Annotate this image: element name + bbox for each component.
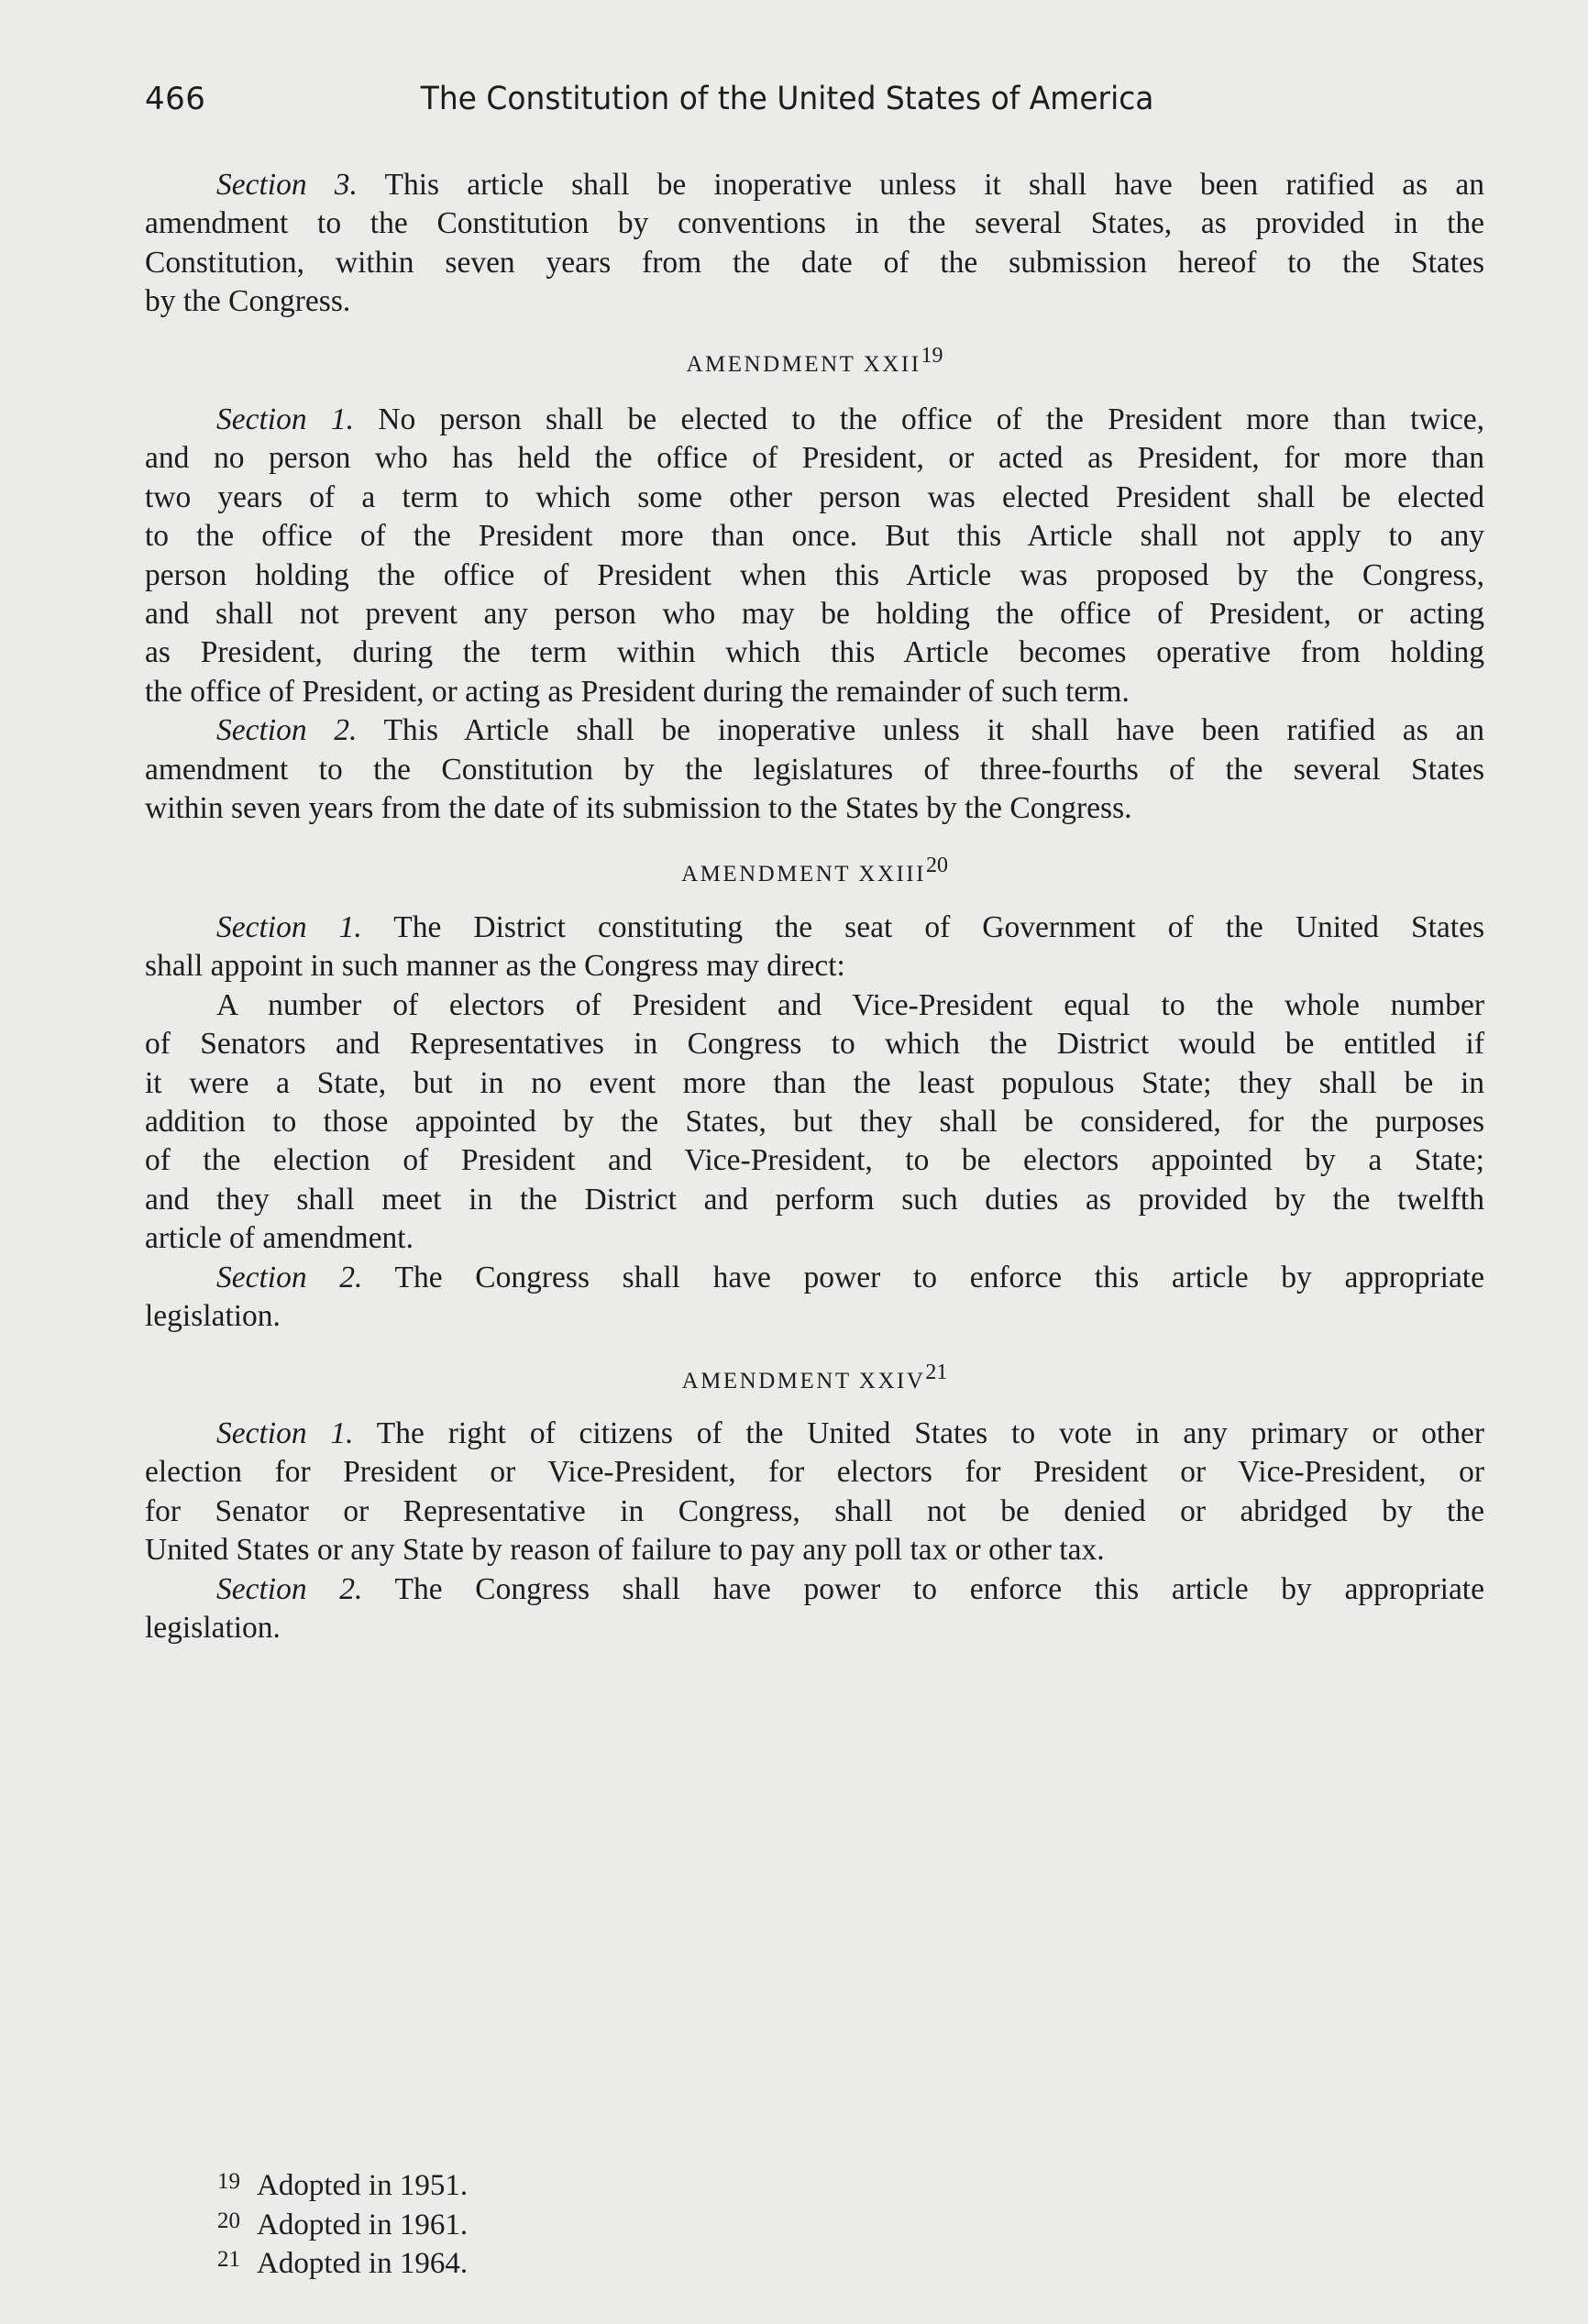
footnote-number: 20 (217, 2208, 240, 2233)
page-number: 466 (145, 81, 206, 117)
text-line (145, 1141, 1484, 1180)
line-text: addition to those appointed by the States, but they shall be considered, for the purposes (145, 1104, 1484, 1139)
paragraph (145, 166, 1484, 322)
line-text: amendment to the Constitution by conventions in the several States, as provided in the (145, 206, 1484, 241)
text-block (145, 909, 1484, 1336)
line-text: as President, during the term within which this Article becomes operative from holding (145, 635, 1484, 670)
text-line (145, 986, 1484, 1025)
amendment-heading (145, 1362, 1484, 1401)
line-text: by the Congress. (145, 284, 351, 319)
footnote-text: Adopted in 1964. (257, 2247, 469, 2280)
text-block (145, 1415, 1484, 1647)
section-label: Section 2. (216, 1260, 363, 1294)
paragraph (145, 711, 1484, 828)
text-line (145, 595, 1484, 633)
section-label: Section 1. (216, 402, 354, 436)
text-line (145, 1219, 1484, 1258)
line-text: person holding the office of President when this Article was proposed by the Congress, (145, 557, 1484, 592)
amendment-title: AMENDMENT XXIV (681, 1369, 926, 1393)
amendment-heading (145, 346, 1484, 384)
text-line (145, 1025, 1484, 1063)
text-line (145, 711, 1484, 750)
footnote-number: 21 (217, 2247, 240, 2272)
line-text: election for President or Vice-President, for electors for President or Vice-President, or (145, 1455, 1484, 1490)
paragraph (145, 1259, 1484, 1337)
text-line (145, 751, 1484, 789)
text-line (145, 1297, 1484, 1336)
line-text: and no person who has held the office of President, or acted as President, for more than (145, 441, 1484, 476)
line-text: amendment to the Constitution by the legislatures of three-fourths of the several States (145, 752, 1484, 787)
line-text: No person shall be elected to the office of the President more than twice, (378, 402, 1485, 436)
line-text: This article shall be inoperative unless it shall have been ratified as an (384, 168, 1484, 202)
line-text: The District constituting the seat of Government of the United States (393, 910, 1485, 944)
line-text: of Senators and Representatives in Congress to which the District would be entitled if (145, 1027, 1484, 1062)
line-text: Constitution, within seven years from the date of the submission hereof to the States (145, 245, 1484, 280)
line-text: shall appoint in such manner as the Congress may direct: (145, 949, 845, 984)
text-line (145, 1181, 1484, 1219)
line-text: and they shall meet in the District and perform such duties as provided by the twelfth (145, 1182, 1484, 1217)
line-text: and shall not prevent any person who may be holding the office of President, or acting (145, 596, 1484, 631)
text-block (145, 401, 1484, 828)
text-line (145, 1453, 1484, 1492)
section-label: Section 1. (216, 910, 362, 944)
text-line (145, 1492, 1484, 1531)
paragraph (145, 909, 1484, 986)
line-text: The Congress shall have power to enforce this article by appropriate (394, 1571, 1484, 1606)
section-label: Section 2. (216, 713, 358, 748)
text-line (145, 166, 1484, 204)
text-line (145, 1415, 1484, 1453)
text-line (145, 1064, 1484, 1103)
line-text: The Congress shall have power to enforce this article by appropriate (394, 1260, 1484, 1294)
text-line (145, 244, 1484, 282)
text-block (145, 166, 1484, 322)
text-line (145, 1531, 1484, 1570)
line-text: of the election of President and Vice-President, to be electors appointed by a State; (145, 1143, 1484, 1178)
text-line (145, 282, 1484, 321)
paragraph (145, 1415, 1484, 1570)
paragraph (145, 1570, 1484, 1648)
section-label: Section 3. (216, 168, 358, 202)
text-line (145, 401, 1484, 439)
line-text: legislation. (145, 1298, 281, 1333)
paragraph (145, 986, 1484, 1259)
section-label: Section 1. (216, 1416, 354, 1450)
line-text: A number of electors of President and Vice-President equal to the whole number (216, 987, 1484, 1022)
section-label: Section 2. (216, 1571, 363, 1606)
line-text: to the office of the President more than once. But this Article shall not apply to any (145, 519, 1484, 554)
footnotes (217, 2164, 468, 2282)
line-text: for Senator or Representative in Congress, shall not be denied or abridged by the (145, 1493, 1484, 1528)
line-text: article of amendment. (145, 1221, 414, 1256)
text-line (145, 673, 1484, 711)
text-line (145, 1259, 1484, 1297)
text-line (145, 789, 1484, 828)
footnote-text: Adopted in 1961. (257, 2208, 469, 2241)
text-line (145, 479, 1484, 517)
text-line (145, 204, 1484, 243)
footnote-number: 19 (217, 2169, 240, 2194)
text-line (145, 1103, 1484, 1141)
amendment-heading (145, 855, 1484, 894)
running-title: The Constitution of the United States of America (420, 81, 1154, 117)
line-text: the office of President, or acting as President during the remainder of such term. (145, 674, 1130, 709)
line-text: within seven years from the date of its submission to the States by the Congress. (145, 790, 1132, 825)
footnote (217, 2204, 468, 2243)
text-line (145, 1609, 1484, 1647)
line-text: This Article shall be inoperative unless it shall have been ratified as an (383, 713, 1484, 748)
text-line (145, 556, 1484, 595)
footnote-text: Adopted in 1951. (257, 2169, 469, 2202)
footnote-ref: 21 (925, 1360, 948, 1384)
line-text: United States or any State by reason of failure to pay any poll tax or other tax. (145, 1533, 1105, 1568)
footnote (217, 2164, 468, 2204)
line-text: The right of citizens of the United States to vote in any primary or other (376, 1416, 1484, 1450)
amendment-title: AMENDMENT XXII (686, 352, 921, 377)
footnote-ref: 20 (925, 854, 948, 877)
line-text: legislation. (145, 1610, 281, 1645)
line-text: two years of a term to which some other person was elected President shall be elected (145, 479, 1484, 514)
text-line (145, 1570, 1484, 1609)
text-line (145, 909, 1484, 947)
footnote-ref: 19 (921, 344, 943, 368)
text-line (145, 633, 1484, 672)
text-line (145, 517, 1484, 556)
footnote (217, 2242, 468, 2282)
paragraph (145, 401, 1484, 711)
text-line (145, 947, 1484, 986)
text-line (145, 439, 1484, 478)
line-text: it were a State, but in no event more than the least populous State; they shall be in (145, 1065, 1484, 1100)
amendment-title: AMENDMENT XXIII (681, 862, 926, 887)
